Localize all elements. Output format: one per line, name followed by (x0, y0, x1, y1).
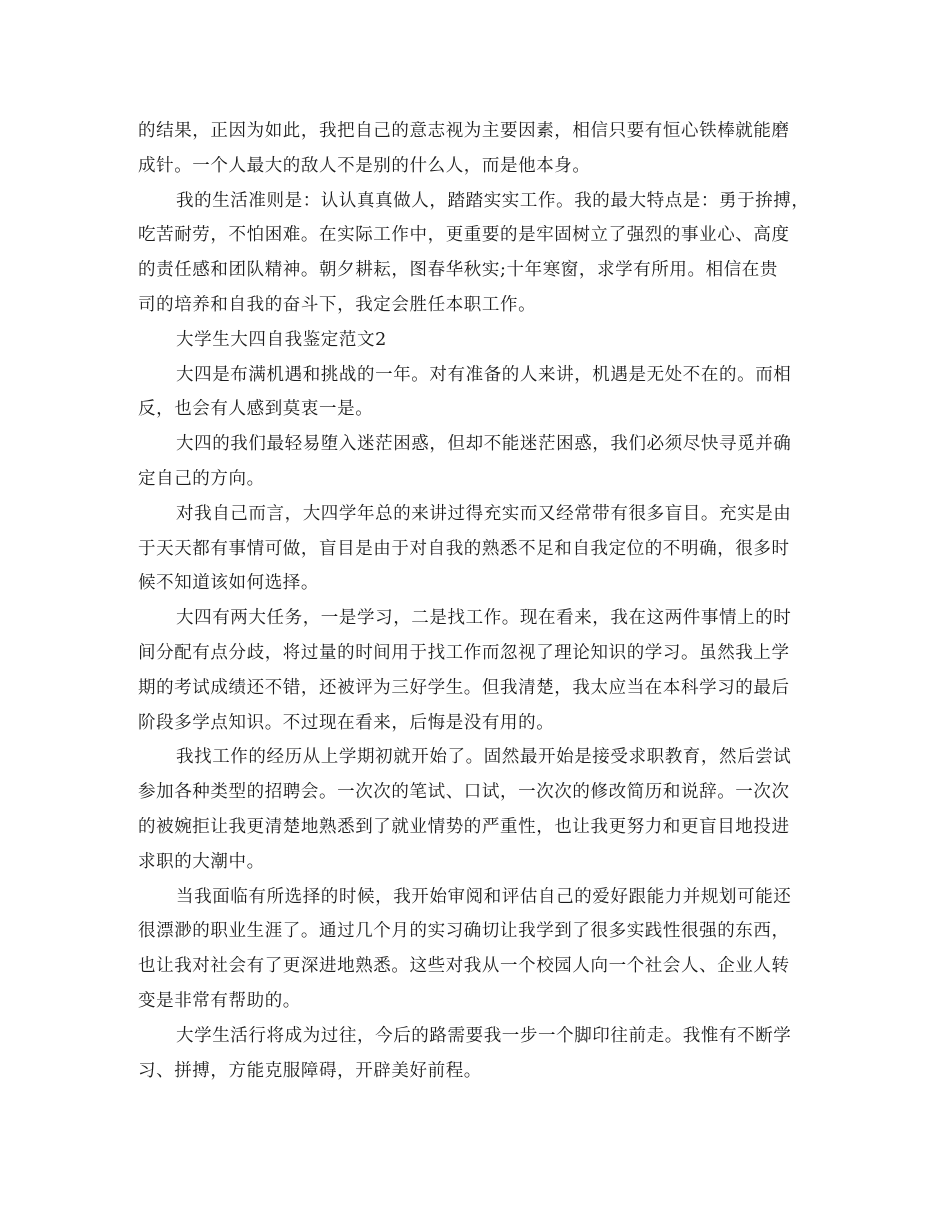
text-line: 很漂渺的职业生涯了。通过几个月的实习确切让我学到了很多实践性很强的东西， (138, 921, 790, 942)
text-line: 间分配有点分歧，将过量的时间用于找工作而忽视了理论知识的学习。虽然我上学 (138, 642, 790, 663)
text-line: 我的生活准则是：认认真真做人，踏踏实实工作。我的最大特点是：勇于拚搏， (176, 190, 810, 211)
text-line: 反，也会有人感到莫衷一是。 (138, 399, 374, 420)
text-line: 定自己的方向。 (138, 468, 265, 489)
text-line: 成针。一个人最大的敌人不是别的什么人，而是他本身。 (138, 155, 591, 176)
text-line: 司的培养和自我的奋斗下，我定会胜任本职工作。 (138, 294, 537, 315)
text-line: 大学生大四自我鉴定范文2 (176, 329, 387, 350)
text-line: 阶段多学点知识。不过现在看来，后悔是没有用的。 (138, 712, 555, 733)
text-line: 候不知道该如何选择。 (138, 573, 319, 594)
text-line: 的责任感和团队精神。朝夕耕耘，图春华秋实;十年寒窗，求学有所用。相信在贵 (138, 260, 778, 281)
text-line: 期的考试成绩还不错，还被评为三好学生。但我清楚，我太应当在本科学习的最后 (138, 677, 790, 698)
text-line: 当我面临有所选择的时候，我开始审阅和评估自己的爱好跟能力并规划可能还 (176, 886, 792, 907)
text-line: 的被婉拒让我更清楚地熟悉到了就业情势的严重性，也让我更努力和更盲目地投进 (138, 816, 790, 837)
text-line: 参加各种类型的招聘会。一次次的笔试、口试，一次次的修改简历和说辞。一次次 (138, 782, 790, 803)
text-line: 大四有两大任务，一是学习，二是找工作。现在看来，我在这两件事情上的时 (176, 608, 792, 629)
text-line: 我找工作的经历从上学期初就开始了。固然最开始是接受求职教育，然后尝试 (176, 747, 792, 768)
text-line: 变是非常有帮助的。 (138, 990, 301, 1011)
text-line: 求职的大潮中。 (138, 851, 265, 872)
text-line: 吃苦耐劳，不怕困难。在实际工作中，更重要的是牢固树立了强烈的事业心、高度 (138, 225, 790, 246)
document-body (138, 114, 818, 1088)
text-line: 也让我对社会有了更深进地熟悉。这些对我从一个校园人向一个社会人、企业人转 (138, 956, 790, 977)
text-line: 大学生活行将成为过往，今后的路需要我一步一个脚印往前走。我惟有不断学 (176, 1025, 792, 1046)
text-line: 于天天都有事情可做，盲目是由于对自我的熟悉不足和自我定位的不明确，很多时 (138, 538, 790, 559)
text-line: 大四的我们最轻易堕入迷茫困惑，但却不能迷茫困惑，我们必须尽快寻觅并确 (176, 434, 792, 455)
text-line: 大四是布满机遇和挑战的一年。对有准备的人来讲，机遇是无处不在的。而相 (176, 364, 792, 385)
text-line: 习、拼搏，方能克服障碍，开辟美好前程。 (138, 1060, 482, 1081)
text-line: 的结果，正因为如此，我把自己的意志视为主要因素，相信只要有恒心铁棒就能磨 (138, 121, 790, 141)
text-line: 对我自己而言，大四学年总的来讲过得充实而又经常带有很多盲目。充实是由 (176, 503, 792, 524)
